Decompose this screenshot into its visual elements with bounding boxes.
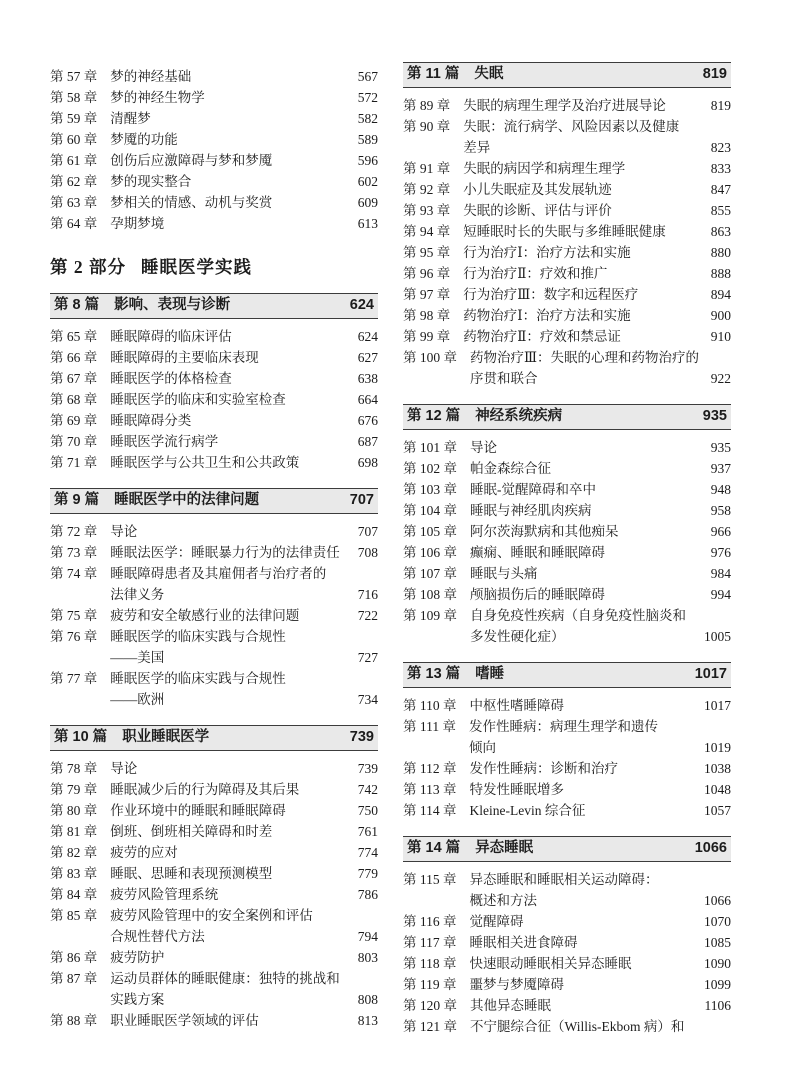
toc-chapter-row <box>403 695 731 716</box>
chapter-page-number: 1090 <box>704 956 731 971</box>
chapter-page-number: 739 <box>357 761 378 776</box>
chapter-page-number: 803 <box>357 950 378 965</box>
chapter-number-label: 第 91 章 <box>403 161 451 176</box>
chapter-page-number: 937 <box>710 461 731 476</box>
chapter-title: 失眠：流行病学、风险因素以及健康 差异 <box>463 119 680 155</box>
chapter-number-label: 第 97 章 <box>403 287 451 302</box>
toc-chapter-row <box>403 521 731 542</box>
chapter-page-number: 1057 <box>704 803 731 818</box>
chapter-page-number: 1099 <box>704 977 731 992</box>
chapter-page-number: 779 <box>357 866 378 881</box>
toc-chapter-row <box>50 542 378 563</box>
toc-chapter-row <box>403 779 731 800</box>
chapter-page-number: 664 <box>357 392 378 407</box>
chapter-number-label: 第 93 章 <box>403 203 451 218</box>
chapter-title: 睡眠医学的体格检查 <box>110 371 232 386</box>
chapter-number-label: 第 119 章 <box>403 977 457 992</box>
chapter-number-label: 第 61 章 <box>50 153 98 168</box>
chapter-page-number: 602 <box>357 174 378 189</box>
chapter-number-label: 第 101 章 <box>403 440 457 455</box>
toc-column-left <box>50 66 378 1031</box>
chapter-page-number: 624 <box>357 329 378 344</box>
chapter-title: 疲劳和安全敏感行业的法律问题 <box>110 608 300 623</box>
section-title: 异态睡眠 <box>475 840 534 856</box>
chapter-page-number: 1005 <box>704 629 731 644</box>
chapter-page-number: 596 <box>357 153 378 168</box>
chapter-number-label: 第 121 章 <box>403 1019 457 1034</box>
toc-chapter-row <box>403 716 731 758</box>
chapter-number-label: 第 98 章 <box>403 308 451 323</box>
toc-chapter-row <box>403 263 731 284</box>
chapter-number-label: 第 100 章 <box>403 350 457 365</box>
chapter-title: 睡眠与头痛 <box>470 566 538 581</box>
toc-chapter-row <box>403 116 731 158</box>
chapter-title: 疲劳的应对 <box>110 845 178 860</box>
chapter-page-number: 761 <box>357 824 378 839</box>
chapter-title: 药物治疗Ⅰ：治疗方法和实施 <box>463 308 631 323</box>
section-header-bar <box>50 725 378 751</box>
chapter-title: 小儿失眠症及其发展轨迹 <box>463 182 612 197</box>
chapter-page-number: 727 <box>357 650 378 665</box>
chapter-number-label: 第 117 章 <box>403 935 457 950</box>
chapter-page-number: 910 <box>710 329 731 344</box>
chapter-title: 自身免疫性疾病（自身免疫性脑炎和 多发性硬化症） <box>470 608 686 644</box>
chapter-title: 梦的神经基础 <box>110 69 192 84</box>
chapter-title: 导论 <box>470 440 497 455</box>
section-page-number: 707 <box>349 492 374 508</box>
chapter-title: 药物治疗Ⅱ：疗效和禁忌证 <box>463 329 621 344</box>
chapter-page-number: 958 <box>710 503 731 518</box>
toc-column-right <box>403 62 731 1037</box>
toc-chapter-row <box>50 108 378 129</box>
chapter-title: 睡眠与神经肌肉疾病 <box>470 503 592 518</box>
toc-chapter-row <box>50 521 378 542</box>
chapter-number-label: 第 60 章 <box>50 132 98 147</box>
toc-chapter-row <box>50 431 378 452</box>
chapter-number-label: 第 90 章 <box>403 119 451 134</box>
chapter-title: Kleine-Levin 综合征 <box>469 803 586 818</box>
toc-chapter-row <box>403 995 731 1016</box>
chapter-number-label: 第 89 章 <box>403 98 451 113</box>
toc-chapter-row <box>403 284 731 305</box>
section-number-label: 第 12 篇 <box>407 408 461 424</box>
chapter-number-label: 第 106 章 <box>403 545 457 560</box>
chapter-page-number: 922 <box>710 371 731 386</box>
chapter-page-number: 863 <box>710 224 731 239</box>
chapter-title: 噩梦与梦魇障碍 <box>469 977 564 992</box>
chapter-title: 药物治疗Ⅲ：失眠的心理和药物治疗的 序贯和联合 <box>470 350 700 386</box>
part-number-label: 第 2 部分 <box>50 257 126 277</box>
chapter-title: 职业睡眠医学领域的评估 <box>110 1013 259 1028</box>
part-title: 睡眠医学实践 <box>141 257 252 277</box>
chapter-page-number: 582 <box>357 111 378 126</box>
chapter-number-label: 第 57 章 <box>50 69 98 84</box>
chapter-title: 睡眠障碍的主要临床表现 <box>110 350 259 365</box>
chapter-title: 癫痫、睡眠和睡眠障碍 <box>470 545 605 560</box>
chapter-title: 清醒梦 <box>110 111 151 126</box>
toc-chapter-row <box>403 179 731 200</box>
chapter-page-number: 880 <box>710 245 731 260</box>
chapter-number-label: 第 69 章 <box>50 413 98 428</box>
toc-chapter-row <box>403 542 731 563</box>
toc-chapter-row <box>403 605 731 647</box>
chapter-page-number: 1019 <box>704 740 731 755</box>
toc-chapter-row <box>403 158 731 179</box>
chapter-page-number: 813 <box>357 1013 378 1028</box>
chapter-title: 行为治疗Ⅰ：治疗方法和实施 <box>463 245 631 260</box>
chapter-page-number: 698 <box>357 455 378 470</box>
chapter-title: 帕金森综合征 <box>470 461 551 476</box>
chapter-number-label: 第 83 章 <box>50 866 98 881</box>
chapter-number-label: 第 105 章 <box>403 524 457 539</box>
toc-chapter-row <box>403 953 731 974</box>
toc-chapter-row <box>50 192 378 213</box>
toc-chapter-row <box>50 171 378 192</box>
chapter-number-label: 第 68 章 <box>50 392 98 407</box>
toc-chapter-row <box>403 932 731 953</box>
chapter-number-label: 第 104 章 <box>403 503 457 518</box>
toc-chapter-row <box>50 605 378 626</box>
chapter-title: 睡眠法医学：睡眠暴力行为的法律责任 <box>110 545 340 560</box>
chapter-title: 疲劳风险管理中的安全案例和评估 合规性替代方法 <box>110 908 313 944</box>
chapter-number-label: 第 108 章 <box>403 587 457 602</box>
chapter-number-label: 第 85 章 <box>50 908 98 923</box>
chapter-number-label: 第 67 章 <box>50 371 98 386</box>
chapter-number-label: 第 65 章 <box>50 329 98 344</box>
chapter-title: 睡眠医学的临床和实验室检查 <box>110 392 286 407</box>
toc-chapter-row <box>403 869 731 911</box>
toc-chapter-row <box>403 326 731 347</box>
chapter-page-number: 786 <box>357 887 378 902</box>
toc-chapter-row <box>50 213 378 234</box>
toc-chapter-row <box>50 150 378 171</box>
section-number-label: 第 13 篇 <box>407 666 461 682</box>
toc-chapter-row <box>50 389 378 410</box>
toc-chapter-row <box>403 305 731 326</box>
chapter-title: 睡眠障碍分类 <box>110 413 192 428</box>
chapter-number-label: 第 92 章 <box>403 182 451 197</box>
section-title: 神经系统疾病 <box>475 408 563 424</box>
toc-chapter-row <box>50 821 378 842</box>
section-page-number: 624 <box>349 297 374 313</box>
toc-chapter-row <box>403 242 731 263</box>
chapter-title: 疲劳防护 <box>110 950 165 965</box>
section-header-bar <box>403 404 731 430</box>
chapter-title: 梦的现实整合 <box>110 174 192 189</box>
chapter-page-number: 984 <box>710 566 731 581</box>
toc-chapter-row <box>403 200 731 221</box>
toc-chapter-row <box>50 947 378 968</box>
chapter-page-number: 1066 <box>704 893 731 908</box>
chapter-title: 导论 <box>110 524 138 539</box>
section-header-bar <box>50 293 378 319</box>
chapter-page-number: 1017 <box>704 698 731 713</box>
chapter-page-number: 638 <box>357 371 378 386</box>
chapter-page-number: 888 <box>710 266 731 281</box>
chapter-title: 短睡眠时长的失眠与多维睡眠健康 <box>463 224 666 239</box>
chapter-number-label: 第 94 章 <box>403 224 451 239</box>
section-header-bar <box>403 662 731 688</box>
chapter-number-label: 第 71 章 <box>50 455 98 470</box>
chapter-number-label: 第 73 章 <box>50 545 98 560</box>
chapter-number-label: 第 76 章 <box>50 629 98 644</box>
chapter-number-label: 第 109 章 <box>403 608 457 623</box>
chapter-page-number: 1070 <box>704 914 731 929</box>
section-page-number: 739 <box>349 729 374 745</box>
chapter-page-number: 900 <box>710 308 731 323</box>
toc-chapter-row <box>50 884 378 905</box>
chapter-page-number: 1106 <box>704 998 731 1013</box>
chapter-number-label: 第 59 章 <box>50 111 98 126</box>
chapter-title: 睡眠减少后的行为障碍及其后果 <box>110 782 300 797</box>
chapter-page-number: 847 <box>710 182 731 197</box>
section-number-label: 第 9 篇 <box>54 492 100 508</box>
toc-chapter-row <box>50 563 378 605</box>
chapter-number-label: 第 79 章 <box>50 782 98 797</box>
chapter-page-number: 823 <box>710 140 731 155</box>
chapter-page-number: 734 <box>357 692 378 707</box>
toc-chapter-row <box>403 479 731 500</box>
chapter-page-number: 750 <box>357 803 378 818</box>
toc-chapter-row <box>50 779 378 800</box>
chapter-page-number: 808 <box>357 992 378 1007</box>
section-title: 职业睡眠医学 <box>122 729 210 745</box>
chapter-page-number: 1038 <box>704 761 731 776</box>
chapter-page-number: 687 <box>357 434 378 449</box>
chapter-number-label: 第 99 章 <box>403 329 451 344</box>
chapter-number-label: 第 70 章 <box>50 434 98 449</box>
chapter-page-number: 1048 <box>704 782 731 797</box>
toc-chapter-row <box>403 911 731 932</box>
chapter-number-label: 第 111 章 <box>403 719 456 734</box>
chapter-number-label: 第 110 章 <box>403 698 457 713</box>
section-page-number: 819 <box>702 66 727 82</box>
chapter-number-label: 第 80 章 <box>50 803 98 818</box>
toc-chapter-row <box>403 584 731 605</box>
toc-chapter-row <box>403 221 731 242</box>
chapter-page-number: 794 <box>357 929 378 944</box>
chapter-page-number: 708 <box>357 545 378 560</box>
toc-chapter-row <box>50 758 378 779</box>
chapter-title: 失眠的病因学和病理生理学 <box>463 161 626 176</box>
chapter-page-number: 567 <box>357 69 378 84</box>
toc-chapter-row <box>50 87 378 108</box>
section-number-label: 第 8 篇 <box>54 297 100 313</box>
chapter-title: 颅脑损伤后的睡眠障碍 <box>470 587 605 602</box>
chapter-number-label: 第 86 章 <box>50 950 98 965</box>
chapter-page-number: 994 <box>710 587 731 602</box>
chapter-number-label: 第 82 章 <box>50 845 98 860</box>
chapter-page-number: 627 <box>357 350 378 365</box>
section-header-bar <box>403 836 731 862</box>
chapter-title: 发作性睡病：病理生理学和遗传 倾向 <box>469 719 658 755</box>
chapter-number-label: 第 112 章 <box>403 761 457 776</box>
chapter-title: 行为治疗Ⅲ：数字和远程医疗 <box>463 287 639 302</box>
toc-chapter-row <box>403 437 731 458</box>
section-page-number: 1066 <box>694 840 727 856</box>
chapter-page-number: 976 <box>710 545 731 560</box>
chapter-page-number: 1085 <box>704 935 731 950</box>
chapter-page-number: 855 <box>710 203 731 218</box>
chapter-number-label: 第 116 章 <box>403 914 457 929</box>
chapter-page-number: 613 <box>357 216 378 231</box>
toc-chapter-row <box>50 863 378 884</box>
section-number-label: 第 10 篇 <box>54 729 108 745</box>
chapter-title: 孕期梦境 <box>110 216 165 231</box>
chapter-title: 倒班、倒班相关障碍和时差 <box>110 824 273 839</box>
chapter-number-label: 第 62 章 <box>50 174 98 189</box>
chapter-title: 睡眠、思睡和表现预测模型 <box>110 866 273 881</box>
chapter-title: 梦的神经生物学 <box>110 90 205 105</box>
chapter-title: 导论 <box>110 761 138 776</box>
chapter-title: 中枢性嗜睡障碍 <box>469 698 564 713</box>
chapter-number-label: 第 103 章 <box>403 482 457 497</box>
chapter-title: 异态睡眠和睡眠相关运动障碍： 概述和方法 <box>469 872 659 908</box>
chapter-page-number: 833 <box>710 161 731 176</box>
chapter-page-number: 609 <box>357 195 378 210</box>
part-header <box>50 256 378 278</box>
section-title: 睡眠医学中的法律问题 <box>114 492 260 508</box>
chapter-title: 疲劳风险管理系统 <box>110 887 219 902</box>
chapter-number-label: 第 107 章 <box>403 566 457 581</box>
chapter-page-number: 572 <box>357 90 378 105</box>
chapter-number-label: 第 81 章 <box>50 824 98 839</box>
chapter-number-label: 第 95 章 <box>403 245 451 260</box>
chapter-title: 睡眠医学的临床实践与合规性 ——美国 <box>110 629 286 665</box>
toc-chapter-row <box>50 347 378 368</box>
chapter-number-label: 第 63 章 <box>50 195 98 210</box>
chapter-title: 运动员群体的睡眠健康：独特的挑战和 实践方案 <box>110 971 340 1007</box>
section-header-bar <box>403 62 731 88</box>
chapter-title: 睡眠医学的临床实践与合规性 ——欧洲 <box>110 671 286 707</box>
chapter-title: 梦魇的功能 <box>110 132 178 147</box>
chapter-number-label: 第 78 章 <box>50 761 98 776</box>
chapter-title: 创伤后应激障碍与梦和梦魇 <box>110 153 273 168</box>
chapter-number-label: 第 96 章 <box>403 266 451 281</box>
chapter-title: 行为治疗Ⅱ：疗效和推广 <box>463 266 608 281</box>
toc-chapter-row <box>50 968 378 1010</box>
chapter-title: 作业环境中的睡眠和睡眠障碍 <box>110 803 286 818</box>
chapter-page-number: 935 <box>710 440 731 455</box>
toc-chapter-row <box>403 95 731 116</box>
toc-chapter-row <box>50 368 378 389</box>
chapter-number-label: 第 115 章 <box>403 872 457 887</box>
chapter-page-number: 676 <box>357 413 378 428</box>
toc-chapter-row <box>403 347 731 389</box>
toc-chapter-row <box>403 458 731 479</box>
chapter-title: 梦相关的情感、动机与奖赏 <box>110 195 273 210</box>
chapter-number-label: 第 74 章 <box>50 566 98 581</box>
chapter-title: 睡眠障碍患者及其雇佣者与治疗者的 法律义务 <box>110 566 327 602</box>
toc-chapter-row <box>50 626 378 668</box>
chapter-number-label: 第 77 章 <box>50 671 98 686</box>
chapter-title: 阿尔茨海默病和其他痴呆 <box>470 524 619 539</box>
toc-chapter-row <box>403 1016 731 1037</box>
chapter-number-label: 第 64 章 <box>50 216 98 231</box>
section-title: 影响、表现与诊断 <box>114 297 231 313</box>
chapter-title: 失眠的诊断、评估与评价 <box>463 203 612 218</box>
toc-chapter-row <box>403 800 731 821</box>
toc-chapter-row <box>50 452 378 473</box>
section-page-number: 935 <box>702 408 727 424</box>
chapter-title: 失眠的病理生理学及治疗进展导论 <box>463 98 666 113</box>
chapter-number-label: 第 118 章 <box>403 956 457 971</box>
section-header-bar <box>50 488 378 514</box>
chapter-number-label: 第 113 章 <box>403 782 457 797</box>
chapter-title: 快速眼动睡眠相关异态睡眠 <box>469 956 632 971</box>
chapter-page-number: 742 <box>357 782 378 797</box>
chapter-page-number: 894 <box>710 287 731 302</box>
section-title: 嗜睡 <box>475 666 505 682</box>
chapter-title: 不宁腿综合征（Willis-Ekbom 病）和 <box>470 1019 685 1034</box>
toc-chapter-row <box>403 974 731 995</box>
chapter-number-label: 第 75 章 <box>50 608 98 623</box>
chapter-title: 睡眠相关进食障碍 <box>469 935 578 950</box>
chapter-page-number: 716 <box>357 587 378 602</box>
chapter-title: 其他异态睡眠 <box>470 998 551 1013</box>
section-page-number: 1017 <box>694 666 727 682</box>
chapter-number-label: 第 88 章 <box>50 1013 98 1028</box>
toc-chapter-row <box>403 500 731 521</box>
toc-chapter-row <box>50 905 378 947</box>
chapter-number-label: 第 66 章 <box>50 350 98 365</box>
toc-chapter-row <box>403 758 731 779</box>
chapter-page-number: 722 <box>357 608 378 623</box>
chapter-page-number: 589 <box>357 132 378 147</box>
toc-chapter-row <box>50 410 378 431</box>
chapter-number-label: 第 72 章 <box>50 524 98 539</box>
toc-chapter-row <box>50 668 378 710</box>
chapter-page-number: 774 <box>357 845 378 860</box>
chapter-number-label: 第 58 章 <box>50 90 98 105</box>
section-title: 失眠 <box>474 66 504 82</box>
chapter-number-label: 第 87 章 <box>50 971 98 986</box>
chapter-page-number: 948 <box>710 482 731 497</box>
chapter-number-label: 第 120 章 <box>403 998 457 1013</box>
chapter-title: 觉醒障碍 <box>469 914 524 929</box>
chapter-title: 特发性睡眠增多 <box>469 782 564 797</box>
toc-chapter-row <box>50 842 378 863</box>
chapter-title: 睡眠-觉醒障碍和卒中 <box>470 482 596 497</box>
toc-chapter-row <box>50 1010 378 1031</box>
section-number-label: 第 11 篇 <box>407 66 460 82</box>
chapter-page-number: 966 <box>710 524 731 539</box>
section-number-label: 第 14 篇 <box>407 840 461 856</box>
chapter-title: 发作性睡病：诊断和治疗 <box>469 761 618 776</box>
toc-chapter-row <box>50 800 378 821</box>
chapter-number-label: 第 102 章 <box>403 461 457 476</box>
toc-chapter-row <box>50 129 378 150</box>
chapter-number-label: 第 114 章 <box>403 803 457 818</box>
toc-chapter-row <box>50 66 378 87</box>
chapter-number-label: 第 84 章 <box>50 887 98 902</box>
toc-chapter-row <box>50 326 378 347</box>
toc-chapter-row <box>403 563 731 584</box>
chapter-title: 睡眠医学流行病学 <box>110 434 219 449</box>
chapter-page-number: 819 <box>710 98 731 113</box>
chapter-title: 睡眠医学与公共卫生和公共政策 <box>110 455 300 470</box>
chapter-page-number: 707 <box>357 524 378 539</box>
chapter-title: 睡眠障碍的临床评估 <box>110 329 232 344</box>
